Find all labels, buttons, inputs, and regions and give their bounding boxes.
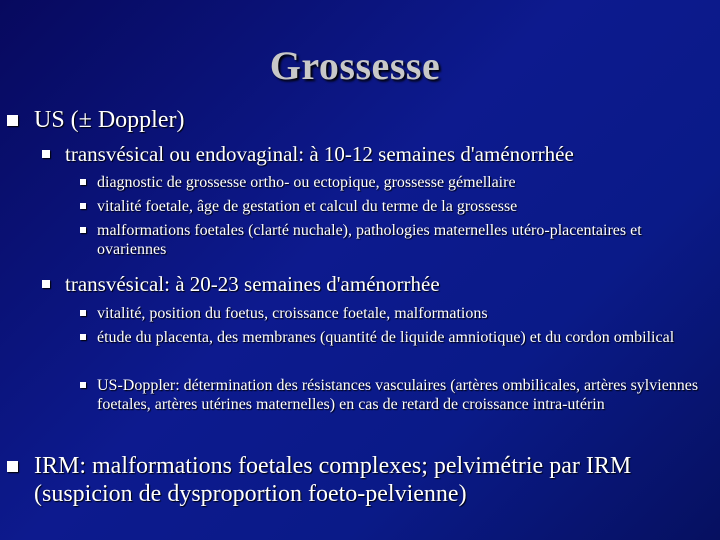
square-bullet-icon (80, 382, 86, 388)
slide-title: Grossesse (269, 43, 441, 88)
endo-item-text: malformations foetales (clarté nuchale), pathologies maternelles utéro-placentaires et ovariennes (97, 222, 642, 258)
bullet-endo (65, 142, 695, 166)
square-bullet-icon (42, 150, 50, 158)
trans-item-text: vitalité, position du foetus, croissance foetale, malformations (97, 305, 488, 322)
bullet-irm (34, 452, 694, 508)
bullet-irm-text: IRM: malformations foetales complexes; pelvimétrie par IRM (suspicion de dysproportion foeto-pelvienne) (34, 453, 632, 507)
trans-item (97, 304, 697, 323)
endo-item-text: diagnostic de grossesse ortho- ou ectopique, grossesse gémellaire (97, 174, 516, 191)
square-bullet-icon (80, 179, 86, 185)
bullet-endo-text: transvésical ou endovaginal: à 10-12 semaines d'aménorrhée (65, 142, 574, 166)
trans-item-text: US-Doppler: détermination des résistances vasculaires (artères ombilicales, artères sylviennes foetales, artères utérines maternelles) en cas de retard de croissance intra-utérin (97, 377, 699, 413)
endo-item (97, 197, 697, 216)
square-bullet-icon (80, 203, 86, 209)
bullet-us-text: US (± Doppler) (34, 107, 185, 133)
endo-item (97, 173, 697, 192)
square-bullet-icon (80, 310, 86, 316)
bullet-us (34, 106, 694, 134)
square-bullet-icon (80, 227, 86, 233)
bullet-trans-text: transvésical: à 20-23 semaines d'aménorrhée (65, 272, 440, 296)
trans-item-text: étude du placenta, des membranes (quantité de liquide amniotique) et du cordon ombilical (97, 329, 675, 346)
endo-item-text: vitalité foetale, âge de gestation et calcul du terme de la grossesse (97, 198, 518, 215)
square-bullet-icon (80, 334, 86, 340)
square-bullet-icon (7, 461, 18, 472)
bullet-trans (65, 272, 695, 296)
trans-item (97, 328, 687, 347)
square-bullet-icon (7, 115, 18, 126)
square-bullet-icon (42, 280, 50, 288)
trans-item (97, 376, 707, 414)
endo-item (97, 221, 677, 259)
